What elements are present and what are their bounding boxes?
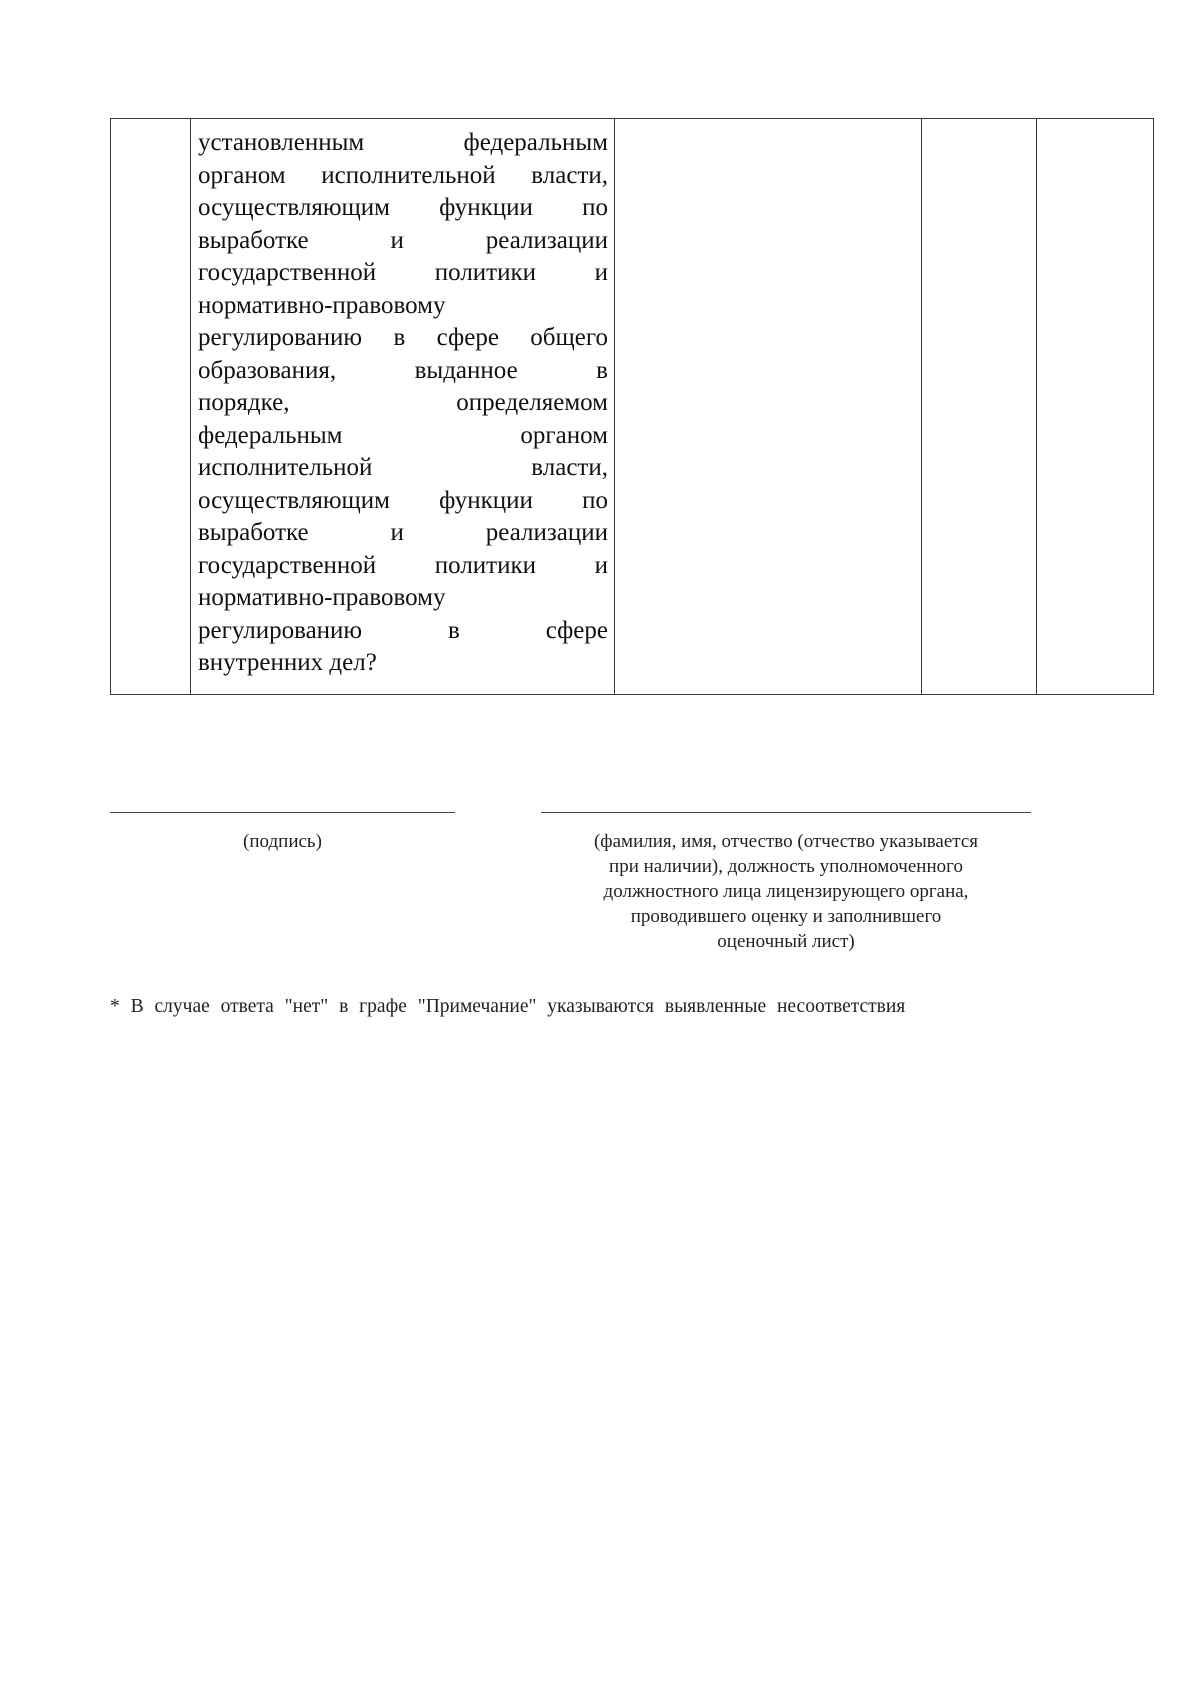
caption-line: должностного лица лицензирующего органа, [603, 881, 969, 902]
requirement-cell [615, 119, 922, 695]
caption-line: оценочный лист) [717, 931, 855, 952]
note-cell [1037, 119, 1154, 695]
name-position-caption [541, 829, 1031, 954]
question-line: исполнительной власти, [198, 454, 608, 481]
signature-line [110, 812, 455, 813]
question-line: государственной политики и [198, 551, 608, 579]
question-line: регулированию в сфере [198, 616, 608, 644]
question-line: нормативно-правовому [198, 584, 446, 611]
question-line: установленным федеральным [198, 129, 608, 156]
caption-line: (фамилия, имя, отчество (отчество указывается [593, 831, 979, 852]
question-line: нормативно-правовому [198, 291, 446, 319]
question-line: федеральным органом [198, 421, 608, 449]
answer-cell [922, 119, 1037, 695]
question-text [191, 119, 614, 684]
row-number-cell [111, 119, 191, 695]
checklist-table [110, 118, 1154, 695]
question-line: осуществляющим функции по [198, 486, 608, 514]
question-line: регулированию в сфере общего [198, 324, 608, 351]
question-line: порядке, определяемом [198, 389, 608, 416]
caption-line: при наличии), должность уполномоченного [609, 856, 963, 877]
question-line: выработке и реализации [198, 519, 608, 546]
table-row [111, 119, 1154, 695]
question-line: осуществляющим функции по [198, 194, 608, 221]
question-line: выработке и реализации [198, 226, 608, 254]
name-position-line [541, 812, 1031, 813]
checklist-table-fragment [110, 118, 1154, 695]
caption-line: проводившего оценку и заполнившего [630, 906, 942, 927]
footnote: * В случае ответа "нет" в графе "Примечание" указываются выявленные несоответствия [110, 996, 906, 1017]
question-cell [191, 119, 615, 695]
question-line: образования, выданное в [198, 356, 608, 384]
question-line: органом исполнительной власти, [198, 161, 608, 189]
question-line: внутренних дел? [198, 649, 377, 676]
signature-caption: (подпись) [243, 831, 322, 852]
question-line: государственной политики и [198, 259, 608, 286]
